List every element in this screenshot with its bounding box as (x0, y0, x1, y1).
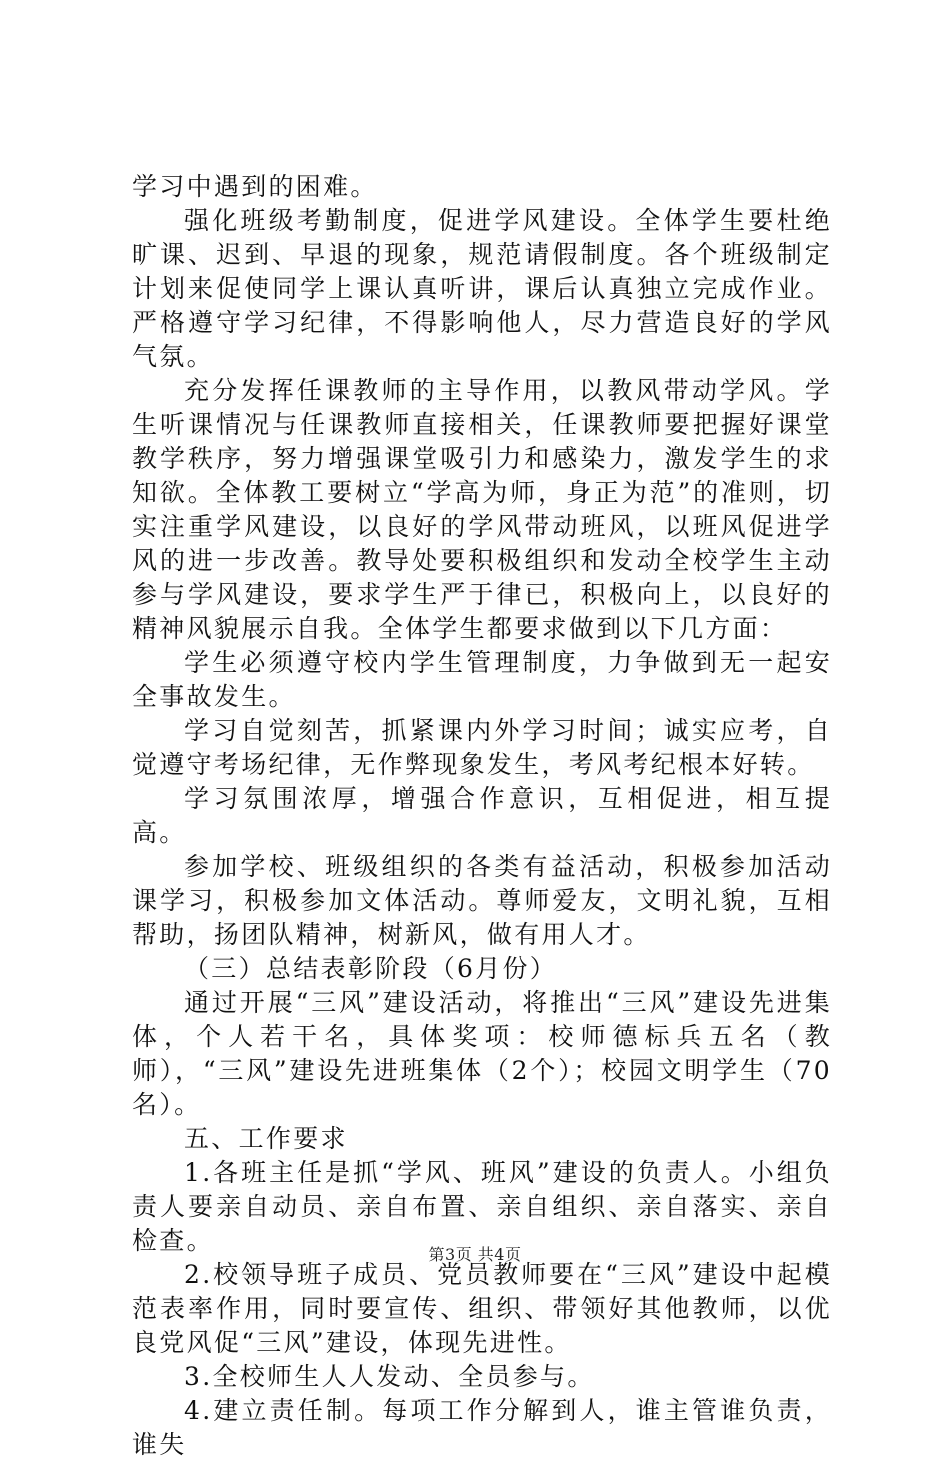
paragraph: 通过开展“三风”建设活动，将推出“三风”建设先进集体，个人若干名，具体奖项：校师德标兵五名（教师），“三风”建设先进班集体（2个）；校园文明学生（70名）。 (132, 988, 832, 1119)
document-body (132, 170, 832, 1462)
section-heading: 五、工作要求 (184, 1124, 348, 1153)
paragraph: 学习氛围浓厚，增强合作意识，互相促进，相互提高。 (132, 784, 832, 847)
paragraph: 学习自觉刻苦，抓紧课内外学习时间；诚实应考，自觉遵守考场纪律，无作弊现象发生，考风考纪根本好转。 (132, 716, 832, 779)
list-item: 1.各班主任是抓“学风、班风”建设的负责人。小组负责人要亲自动员、亲自布置、亲自组织、亲自落实、亲自检查。 (132, 1158, 832, 1255)
section-heading: （三）总结表彰阶段（6月份） (184, 954, 558, 983)
list-item: 4.建立责任制。每项工作分解到人，谁主管谁负责，谁失 (132, 1396, 832, 1459)
list-item: 3.全校师生人人发动、全员参与。 (184, 1362, 595, 1391)
paragraph: 学习中遇到的困难。 (132, 172, 378, 201)
list-item: 2.校领导班子成员、党员教师要在“三风”建设中起模范表率作用，同时要宣传、组织、带领好其他教师，以优良党风促“三风”建设，体现先进性。 (132, 1260, 832, 1357)
paragraph: 参加学校、班级组织的各类有益活动，积极参加活动课学习，积极参加文体活动。尊师爱友，文明礼貌，互相帮助，扬团队精神，树新风，做有用人才。 (132, 852, 832, 949)
paragraph: 强化班级考勤制度，促进学风建设。全体学生要杜绝旷课、迟到、早退的现象，规范请假制度。各个班级制定计划来促使同学上课认真听讲，课后认真独立完成作业。严格遵守学习纪律，不得影响他人，尽力营造良好的学风气氛。 (132, 206, 832, 371)
paragraph: 学生必须遵守校内学生管理制度，力争做到无一起安全事故发生。 (132, 648, 832, 711)
paragraph: 充分发挥任课教师的主导作用，以教风带动学风。学生听课情况与任课教师直接相关，任课教师要把握好课堂教学秩序，努力增强课堂吸引力和感染力，激发学生的求知欲。全体教工要树立“学高为师，身正为范”的准则，切实注重学风建设，以良好的学风带动班风，以班风促进学风的进一步改善。教导处要积极组织和发动全校学生主动参与学风建设，要求学生严于律已，积极向上，以良好的精神风貌展示自我。全体学生都要求做到以下几方面： (132, 376, 832, 643)
page-number-footer: 第3页 共4页 (428, 1245, 522, 1264)
